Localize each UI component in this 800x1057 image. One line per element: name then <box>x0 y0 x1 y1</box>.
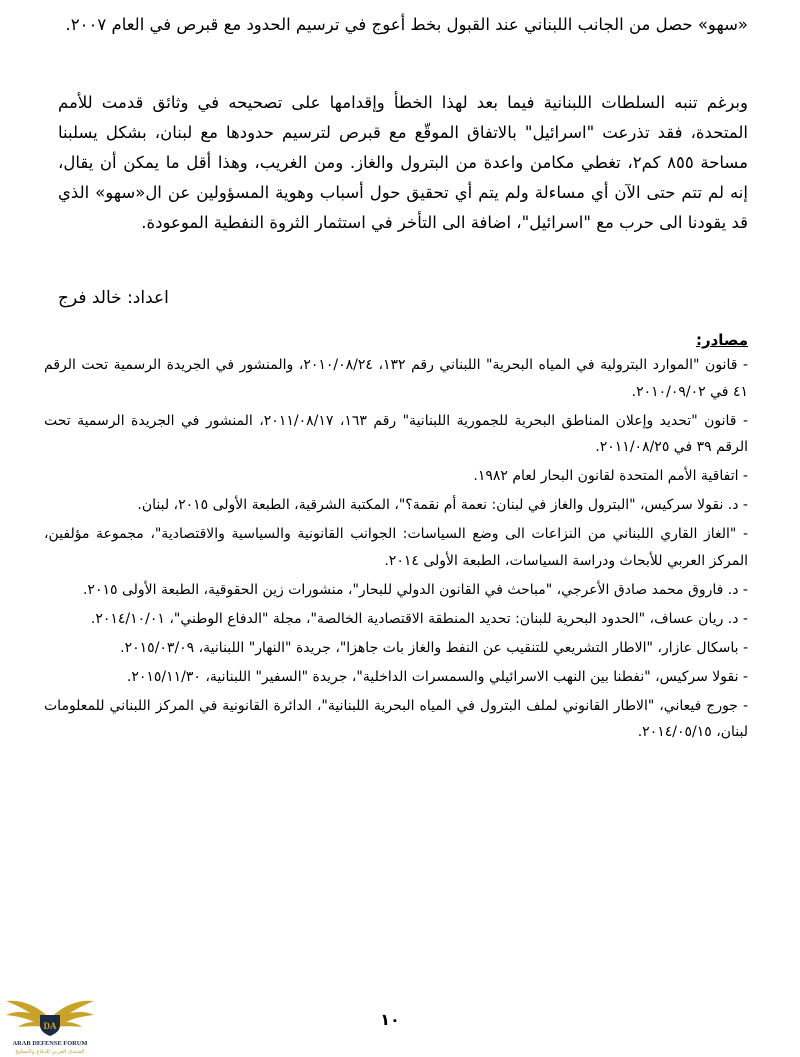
sources-heading: مصادر: <box>695 331 748 349</box>
paragraph-2: وبرغم تنبه السلطات اللبنانية فيما بعد لهذا الخطأ وإقدامها على تصحيحه في وثائق قدمت للأمم المتحدة، فقد تذرعت "اسرائيل" بالاتفاق الموقّع مع قبرص لترسيم حدودها مع لبنان، بشكل يسلبنا مساحة ٨٥٥ كم٢، تغطي مكامن واعدة من البترول والغاز. ومن الغريب، وهذا أقل ما يمكن أن يقال، إنه لم تتم حتى الآن أي مساءلة ولم يتم أي تحقيق حول أسباب وهوية المسؤولين عن ال«سهو» الذي قد يقودنا الى حرب مع "اسرائيل"، اضافة الى التأخر في استثمار الثروة النفطية الموعودة. <box>58 93 748 232</box>
source-item: - نقولا سركيس، "نفطنا بين النهب الاسرائيلي والسمسرات الداخلية"، جريدة "السفير" اللبنانية، ٢٠١٥/١١/٣٠. <box>126 668 748 685</box>
sources-list <box>44 352 748 748</box>
source-item: - د. ريان عساف، "الحدود البحرية للبنان: تحديد المنطقة الاقتصادية الخالصة"، مجلة "الدفاع الوطني"، ٢٠١٤/١٠/٠١. <box>90 610 748 627</box>
arab-defense-forum-logo <box>0 985 100 1057</box>
source-item: - جورج فيعاني، "الاطار القانوني لملف البترول في المياه البحرية اللبنانية"، الدائرة القانونية في المركز اللبناني للمعلومات لبنان، ٢٠١٤/٠٥/١٥. <box>44 697 748 741</box>
source-item: - د. فاروق محمد صادق الأعرجي، "مباحث في القانون الدولي للبحار"، منشورات زين الحقوقية، الطبعة الأولى ٢٠١٥. <box>82 581 748 598</box>
logo-initials: DA <box>43 1021 57 1031</box>
logo-subtitle: المنتدى العربي للدفاع والتسليح <box>15 1049 85 1055</box>
source-item: - قانون "الموارد البترولية في المياه البحرية" اللبناني رقم ١٣٢، ٢٠١٠/٠٨/٢٤، والمنشور في الجريدة الرسمية تحت الرقم ٤١ في ٢٠١٠/٠٩/٠٢. <box>44 357 748 400</box>
eagle-icon <box>0 985 100 1057</box>
source-item: - "الغاز القاري اللبناني من النزاعات الى وضع السياسات: الجوانب القانونية والسياسية والاقتصادية"، مجموعة مؤلفين، المركز العربي للأبحاث ودراسة السياسات، الطبعة الأولى ٢٠١٤. <box>44 526 748 569</box>
logo-title: ARAB DEFENSE FORUM <box>12 1040 88 1047</box>
source-item: - د. نقولا سركيس، "البترول والغاز في لبنان: نعمة أم نقمة؟"، المكتبة الشرقية، الطبعة الأولى ٢٠١٥، لبنان. <box>137 497 748 514</box>
paragraph-1: «سهو» حصل من الجانب اللبناني عند القبول بخط أعوج في ترسيم الحدود مع قبرص في العام ٢٠٠٧. <box>65 15 748 34</box>
page-number: ١٠ <box>380 1010 400 1029</box>
source-item: - قانون "تحديد وإعلان المناطق البحرية للجمورية اللبنانية" رقم ١٦٣، ٢٠١١/٠٨/١٧، المنشور في الجريدة الرسمية تحت الرقم ٣٩ في ٢٠١١/٠٨/٢٥. <box>44 412 749 456</box>
source-item: - باسكال عازار، "الاطار التشريعي للتنقيب عن النفط والغاز بات جاهزا"، جريدة "النهار" اللبنانية، ٢٠١٥/٠٣/٠٩. <box>120 639 748 656</box>
source-item: - اتفاقية الأمم المتحدة لقانون البحار لعام ١٩٨٢. <box>473 468 748 485</box>
author-line: اعداد: خالد فرج <box>58 288 169 308</box>
